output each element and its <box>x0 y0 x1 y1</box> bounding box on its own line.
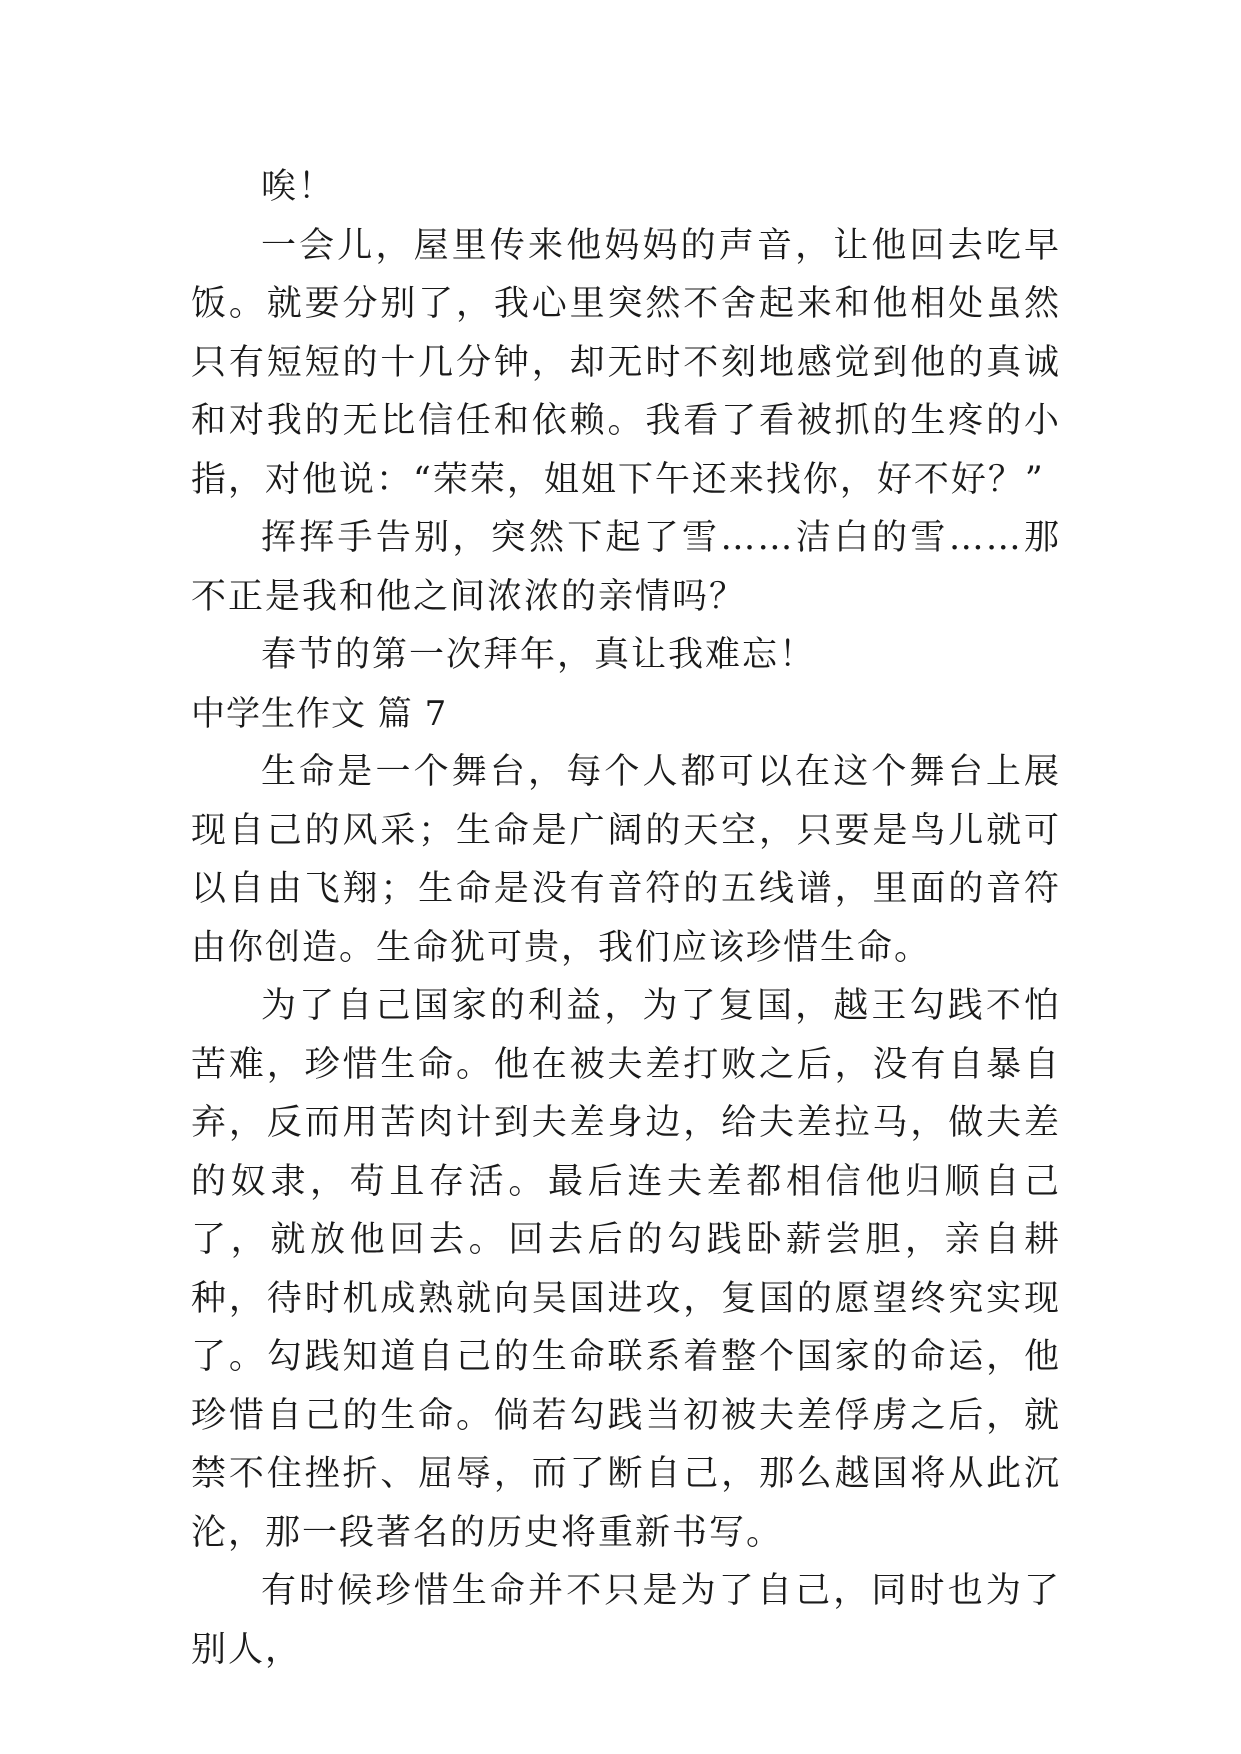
paragraph-new-year: 春节的第一次拜年，真让我难忘！ <box>261 635 817 675</box>
document-body <box>191 158 1061 1679</box>
paragraph-goujian: 为了自己国家的利益，为了复国，越王勾践不怕苦难，珍惜生命。他在被夫差打败之后，没有自暴自弃，反而用苦肉计到夫差身边，给夫差拉马，做夫差的奴隶，苟且存活。最后连夫差都相信他归顺自己了，就放他回去。回去后的勾践卧薪尝胆，亲自耕种，待时机成熟就向吴国进攻，复国的愿望终究实现了。勾践知道自己的生命联系着整个国家的命运，他珍惜自己的生命。倘若勾践当初被夫差俘虏之后，就禁不住挫折、屈辱，而了断自己，那么越国将从此沉沦，那一段著名的历史将重新书写。 <box>191 986 1061 1553</box>
paragraph-snow: 挥挥手告别，突然下起了雪……洁白的雪……那不正是我和他之间浓浓的亲情吗？ <box>191 518 1061 617</box>
paragraph-life-stage: 生命是一个舞台，每个人都可以在这个舞台上展现自己的风采；生命是广阔的天空，只要是鸟儿就可以自由飞翔；生命是没有音符的五线谱，里面的音符由你创造。生命犹可贵，我们应该珍惜生命。 <box>191 752 1061 968</box>
paragraph-for-others: 有时候珍惜生命并不只是为了自己，同时也为了别人， <box>191 1571 1061 1670</box>
paragraph-exclamation: 唉！ <box>261 167 336 207</box>
paragraph-farewell: 一会儿，屋里传来他妈妈的声音，让他回去吃早饭。就要分别了，我心里突然不舍起来和他相处虽然只有短短的十几分钟，却无时不刻地感觉到他的真诚和对我的无比信任和依赖。我看了看被抓的生疼的小指，对他说：“荣荣，姐姐下午还来找你，好不好？” <box>191 225 1061 500</box>
section-heading: 中学生作文 篇 7 <box>191 693 448 734</box>
